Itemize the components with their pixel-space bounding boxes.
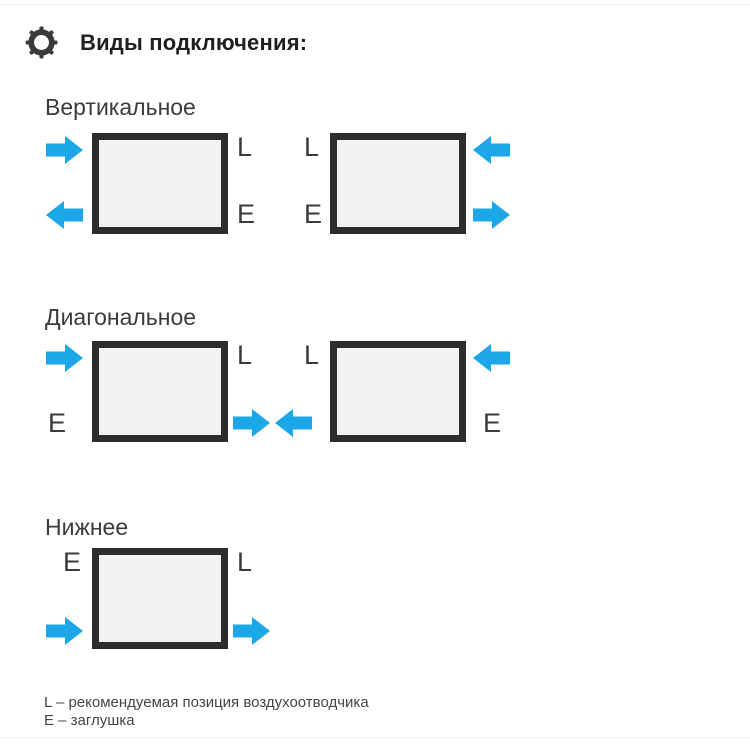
label-E: E — [48, 408, 67, 438]
radiator-body — [92, 341, 228, 442]
section-title-vertical: Вертикальное — [45, 94, 196, 120]
label-L: L — [304, 340, 320, 370]
radiator-body — [330, 341, 466, 442]
radiator-body — [330, 133, 466, 234]
section-title-diagonal: Диагональное — [45, 304, 197, 330]
legend — [44, 694, 369, 730]
flow-arrow-outlet — [275, 408, 312, 438]
gear-icon — [24, 25, 59, 60]
label-L: L — [237, 132, 253, 162]
label-E: E — [237, 199, 256, 229]
label-E: E — [63, 547, 82, 577]
flow-arrow-outlet — [473, 200, 510, 230]
label-E: E — [304, 199, 323, 229]
label-L: L — [237, 547, 253, 577]
flow-arrow-inlet — [473, 135, 510, 165]
radiator-body — [92, 133, 228, 234]
label-E: E — [483, 408, 502, 438]
flow-arrow-inlet — [46, 343, 83, 373]
legend-line-air-vent: L – рекомендуемая позиция воздухоотводчика — [44, 694, 369, 711]
label-L: L — [304, 132, 320, 162]
flow-arrow-outlet — [233, 616, 270, 646]
radiator-body — [92, 548, 228, 649]
bottom-divider — [0, 737, 750, 738]
section-title-bottom: Нижнее — [45, 514, 129, 540]
label-L: L — [237, 340, 253, 370]
flow-arrow-outlet — [233, 408, 270, 438]
flow-arrow-inlet — [46, 616, 83, 646]
flow-arrow-inlet — [473, 343, 510, 373]
top-divider — [0, 4, 750, 5]
legend-line-plug: E – заглушка — [44, 712, 135, 729]
flow-arrow-inlet — [46, 135, 83, 165]
page-title: Виды подключения: — [80, 30, 308, 55]
flow-arrow-outlet — [46, 200, 83, 230]
